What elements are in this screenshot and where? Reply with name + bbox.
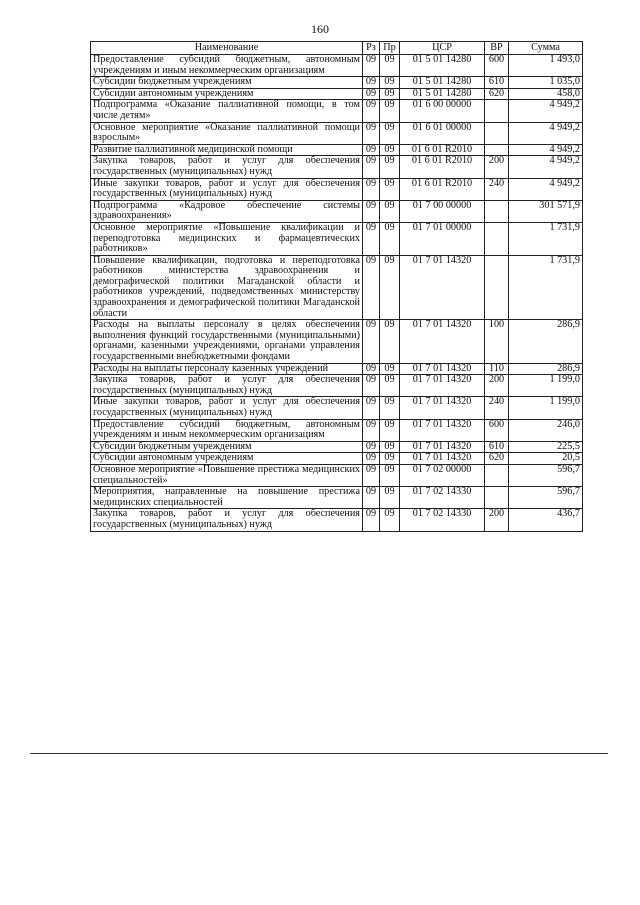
row-sum: 436,7 <box>509 509 583 531</box>
table-row <box>91 453 583 465</box>
row-sum: 286,9 <box>509 363 583 375</box>
table-row <box>91 222 583 255</box>
row-vr: 610 <box>485 441 509 453</box>
row-vr <box>485 487 509 509</box>
row-csr: 01 7 02 14330 <box>400 509 485 531</box>
row-csr: 01 7 01 14320 <box>400 397 485 419</box>
row-pr: 09 <box>380 453 400 465</box>
row-vr <box>485 144 509 156</box>
row-vr <box>485 222 509 255</box>
row-name: Субсидии автономным учреждениям <box>91 88 363 100</box>
table-row <box>91 88 583 100</box>
row-name: Расходы на выплаты персоналу казенных учреждений <box>91 363 363 375</box>
table-row <box>91 441 583 453</box>
header-csr: ЦСР <box>400 42 485 55</box>
row-vr: 100 <box>485 320 509 363</box>
row-sum: 4 949,2 <box>509 144 583 156</box>
row-pr: 09 <box>380 464 400 486</box>
row-csr: 01 6 01 R2010 <box>400 144 485 156</box>
row-vr <box>485 255 509 320</box>
row-vr: 110 <box>485 363 509 375</box>
row-pr: 09 <box>380 156 400 178</box>
header-vr: ВР <box>485 42 509 55</box>
row-name: Субсидии бюджетным учреждениям <box>91 77 363 89</box>
table-row <box>91 397 583 419</box>
row-rz: 09 <box>363 397 380 419</box>
row-pr: 09 <box>380 255 400 320</box>
row-name: Предоставление субсидий бюджетным, автономным учреждениям и иным некоммерческим организациям <box>91 419 363 441</box>
row-rz: 09 <box>363 144 380 156</box>
row-csr: 01 7 01 14320 <box>400 363 485 375</box>
row-sum: 4 949,2 <box>509 156 583 178</box>
row-name: Мероприятия, направленные на повышение престижа медицинских специальностей <box>91 487 363 509</box>
row-pr: 09 <box>380 397 400 419</box>
row-pr: 09 <box>380 100 400 122</box>
row-sum: 301 571,9 <box>509 200 583 222</box>
row-rz: 09 <box>363 88 380 100</box>
row-csr: 01 7 00 00000 <box>400 200 485 222</box>
row-rz: 09 <box>363 178 380 200</box>
row-rz: 09 <box>363 55 380 77</box>
row-rz: 09 <box>363 464 380 486</box>
row-vr: 620 <box>485 453 509 465</box>
row-name: Закупка товаров, работ и услуг для обеспечения государственных (муниципальных) нужд <box>91 375 363 397</box>
row-sum: 458,0 <box>509 88 583 100</box>
row-vr <box>485 464 509 486</box>
row-csr: 01 6 01 00000 <box>400 122 485 144</box>
row-sum: 20,5 <box>509 453 583 465</box>
table-row <box>91 200 583 222</box>
row-csr: 01 5 01 14280 <box>400 88 485 100</box>
row-rz: 09 <box>363 363 380 375</box>
row-name: Субсидии бюджетным учреждениям <box>91 441 363 453</box>
row-name: Субсидии автономным учреждениям <box>91 453 363 465</box>
row-vr <box>485 122 509 144</box>
table-row <box>91 100 583 122</box>
row-csr: 01 7 01 14320 <box>400 419 485 441</box>
row-csr: 01 7 01 14320 <box>400 375 485 397</box>
row-rz: 09 <box>363 320 380 363</box>
row-csr: 01 7 01 00000 <box>400 222 485 255</box>
row-pr: 09 <box>380 487 400 509</box>
table-row <box>91 156 583 178</box>
row-name: Развитие паллиативной медицинской помощи <box>91 144 363 156</box>
row-pr: 09 <box>380 178 400 200</box>
row-pr: 09 <box>380 222 400 255</box>
budget-table <box>90 41 583 532</box>
row-name: Основное мероприятие «Повышение престижа медицинских специальностей» <box>91 464 363 486</box>
row-sum: 1 493,0 <box>509 55 583 77</box>
row-vr: 200 <box>485 375 509 397</box>
row-sum: 225,5 <box>509 441 583 453</box>
row-rz: 09 <box>363 441 380 453</box>
row-name: Предоставление субсидий бюджетным, автономным учреждениям и иным некоммерческим организациям <box>91 55 363 77</box>
row-sum: 1 199,0 <box>509 375 583 397</box>
row-pr: 09 <box>380 144 400 156</box>
page-number: 160 <box>311 22 329 36</box>
row-rz: 09 <box>363 255 380 320</box>
page-divider-line <box>30 753 608 754</box>
table-row <box>91 509 583 531</box>
row-pr: 09 <box>380 77 400 89</box>
row-pr: 09 <box>380 375 400 397</box>
row-rz: 09 <box>363 100 380 122</box>
row-rz: 09 <box>363 200 380 222</box>
row-sum: 4 949,2 <box>509 178 583 200</box>
table-row <box>91 122 583 144</box>
row-csr: 01 6 01 R2010 <box>400 156 485 178</box>
row-name: Основное мероприятие «Оказание паллиативной помощи взрослым» <box>91 122 363 144</box>
row-pr: 09 <box>380 320 400 363</box>
row-rz: 09 <box>363 453 380 465</box>
row-csr: 01 7 01 14320 <box>400 453 485 465</box>
row-vr: 200 <box>485 509 509 531</box>
row-name: Иные закупки товаров, работ и услуг для обеспечения государственных (муниципальных) нужд <box>91 178 363 200</box>
row-rz: 09 <box>363 375 380 397</box>
table-row <box>91 487 583 509</box>
row-rz: 09 <box>363 509 380 531</box>
row-csr: 01 6 00 00000 <box>400 100 485 122</box>
row-csr: 01 7 02 00000 <box>400 464 485 486</box>
row-sum: 1 199,0 <box>509 397 583 419</box>
row-name: Закупка товаров, работ и услуг для обеспечения государственных (муниципальных) нужд <box>91 156 363 178</box>
table-row <box>91 419 583 441</box>
row-csr: 01 7 01 14320 <box>400 320 485 363</box>
row-vr: 600 <box>485 419 509 441</box>
row-pr: 09 <box>380 419 400 441</box>
row-rz: 09 <box>363 419 380 441</box>
row-vr: 600 <box>485 55 509 77</box>
row-name: Иные закупки товаров, работ и услуг для обеспечения государственных (муниципальных) нужд <box>91 397 363 419</box>
header-pr: Пр <box>380 42 400 55</box>
row-sum: 1 035,0 <box>509 77 583 89</box>
row-rz: 09 <box>363 77 380 89</box>
row-csr: 01 6 01 R2010 <box>400 178 485 200</box>
row-name: Повышение квалификации, подготовка и переподготовка работников министерства здравоохранения и демографической политики Магаданской области и работников учреждений, подведомственных министерству здравоохранения и демографической политики Магаданской области <box>91 255 363 320</box>
header-sum: Сумма <box>509 42 583 55</box>
table-row <box>91 375 583 397</box>
row-sum: 4 949,2 <box>509 100 583 122</box>
table-row <box>91 320 583 363</box>
row-vr: 200 <box>485 156 509 178</box>
row-vr <box>485 100 509 122</box>
row-sum: 1 731,9 <box>509 255 583 320</box>
row-vr: 620 <box>485 88 509 100</box>
table-row <box>91 144 583 156</box>
row-name: Основное мероприятие «Повышение квалификации и переподготовка медицинских и фармацевтических работников» <box>91 222 363 255</box>
row-vr: 610 <box>485 77 509 89</box>
row-sum: 1 731,9 <box>509 222 583 255</box>
header-name: Наименование <box>91 42 363 55</box>
row-csr: 01 5 01 14280 <box>400 55 485 77</box>
table-row <box>91 178 583 200</box>
row-csr: 01 7 01 14320 <box>400 441 485 453</box>
row-name: Закупка товаров, работ и услуг для обеспечения государственных (муниципальных) нужд <box>91 509 363 531</box>
row-sum: 596,7 <box>509 464 583 486</box>
row-rz: 09 <box>363 487 380 509</box>
table-row <box>91 363 583 375</box>
header-rz: Рз <box>363 42 380 55</box>
row-rz: 09 <box>363 222 380 255</box>
row-name: Подпрограмма «Кадровое обеспечение системы здравоохранения» <box>91 200 363 222</box>
row-pr: 09 <box>380 441 400 453</box>
row-vr: 240 <box>485 178 509 200</box>
table-row <box>91 77 583 89</box>
row-rz: 09 <box>363 122 380 144</box>
row-pr: 09 <box>380 509 400 531</box>
row-name: Подпрограмма «Оказание паллиативной помощи, в том числе детям» <box>91 100 363 122</box>
row-vr: 240 <box>485 397 509 419</box>
row-csr: 01 7 01 14320 <box>400 255 485 320</box>
row-sum: 286,9 <box>509 320 583 363</box>
row-sum: 246,0 <box>509 419 583 441</box>
table-row <box>91 255 583 320</box>
table-row <box>91 464 583 486</box>
row-sum: 596,7 <box>509 487 583 509</box>
row-sum: 4 949,2 <box>509 122 583 144</box>
row-vr <box>485 200 509 222</box>
row-pr: 09 <box>380 200 400 222</box>
row-pr: 09 <box>380 88 400 100</box>
row-pr: 09 <box>380 363 400 375</box>
row-name: Расходы на выплаты персоналу в целях обеспечения выполнения функций государственными (муниципальными) органами, казенными учреждениями, органами управления государственными внебюджетными фондами <box>91 320 363 363</box>
row-csr: 01 7 02 14330 <box>400 487 485 509</box>
table-row <box>91 55 583 77</box>
row-pr: 09 <box>380 122 400 144</box>
row-csr: 01 5 01 14280 <box>400 77 485 89</box>
row-pr: 09 <box>380 55 400 77</box>
table-header-row <box>91 42 583 55</box>
row-rz: 09 <box>363 156 380 178</box>
